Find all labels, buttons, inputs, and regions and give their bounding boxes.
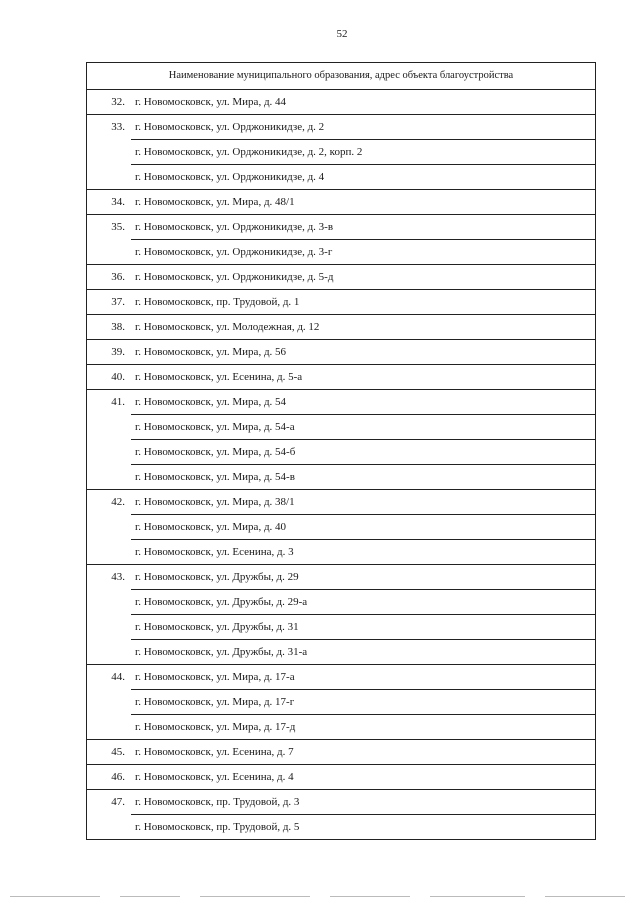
table-body bbox=[87, 90, 596, 840]
address-cell: г. Новомосковск, ул. Орджоникидзе, д. 3-г bbox=[131, 240, 596, 265]
row-number: 47. bbox=[87, 790, 132, 815]
address-cell: г. Новомосковск, ул. Дружбы, д. 31-а bbox=[131, 640, 596, 665]
table-row bbox=[87, 490, 596, 515]
table-row bbox=[87, 390, 596, 415]
table-row bbox=[87, 815, 596, 840]
address-cell: г. Новомосковск, ул. Мира, д. 54-б bbox=[131, 440, 596, 465]
address-cell: г. Новомосковск, ул. Мира, д. 44 bbox=[131, 90, 596, 115]
address-cell: г. Новомосковск, ул. Дружбы, д. 31 bbox=[131, 615, 596, 640]
table-header: Наименование муниципального образования, адрес объекта благоустройства bbox=[87, 63, 596, 90]
address-cell: г. Новомосковск, ул. Есенина, д. 4 bbox=[131, 765, 596, 790]
address-cell: г. Новомосковск, ул. Есенина, д. 3 bbox=[131, 540, 596, 565]
table-row bbox=[87, 465, 596, 490]
row-number: 39. bbox=[87, 340, 132, 365]
row-number: 37. bbox=[87, 290, 132, 315]
page-number: 52 bbox=[336, 28, 348, 40]
address-cell: г. Новомосковск, ул. Мира, д. 56 bbox=[131, 340, 596, 365]
table-row bbox=[87, 215, 596, 240]
table-row bbox=[87, 115, 596, 140]
table-row bbox=[87, 640, 596, 665]
row-number: 42. bbox=[87, 490, 132, 515]
table-row bbox=[87, 240, 596, 265]
address-cell: г. Новомосковск, ул. Орджоникидзе, д. 2, корп. 2 bbox=[131, 140, 596, 165]
row-number bbox=[87, 715, 132, 740]
address-cell: г. Новомосковск, ул. Мира, д. 17-д bbox=[131, 715, 596, 740]
table-row bbox=[87, 615, 596, 640]
table-row bbox=[87, 740, 596, 765]
row-number: 33. bbox=[87, 115, 132, 140]
address-cell: г. Новомосковск, ул. Мира, д. 54-в bbox=[131, 465, 596, 490]
table-row bbox=[87, 315, 596, 340]
table-row bbox=[87, 265, 596, 290]
address-table bbox=[86, 62, 596, 840]
table-row bbox=[87, 340, 596, 365]
row-number bbox=[87, 640, 132, 665]
table-row bbox=[87, 715, 596, 740]
address-cell: г. Новомосковск, ул. Орджоникидзе, д. 2 bbox=[131, 115, 596, 140]
row-number bbox=[87, 415, 132, 440]
address-cell: г. Новомосковск, ул. Мира, д. 40 bbox=[131, 515, 596, 540]
address-cell: г. Новомосковск, ул. Есенина, д. 7 bbox=[131, 740, 596, 765]
table-row bbox=[87, 765, 596, 790]
table-row bbox=[87, 90, 596, 115]
row-number bbox=[87, 440, 132, 465]
table-row bbox=[87, 515, 596, 540]
row-number: 44. bbox=[87, 665, 132, 690]
table-row bbox=[87, 540, 596, 565]
row-number bbox=[87, 815, 132, 840]
table-row bbox=[87, 440, 596, 465]
table-row bbox=[87, 365, 596, 390]
row-number bbox=[87, 165, 132, 190]
row-number: 32. bbox=[87, 90, 132, 115]
address-cell: г. Новомосковск, ул. Орджоникидзе, д. 3-в bbox=[131, 215, 596, 240]
address-cell: г. Новомосковск, ул. Молодежная, д. 12 bbox=[131, 315, 596, 340]
row-number bbox=[87, 240, 132, 265]
row-number: 43. bbox=[87, 565, 132, 590]
row-number bbox=[87, 690, 132, 715]
address-cell: г. Новомосковск, ул. Орджоникидзе, д. 4 bbox=[131, 165, 596, 190]
table-row bbox=[87, 665, 596, 690]
row-number: 36. bbox=[87, 265, 132, 290]
address-cell: г. Новомосковск, ул. Мира, д. 54-а bbox=[131, 415, 596, 440]
address-cell: г. Новомосковск, ул. Дружбы, д. 29 bbox=[131, 565, 596, 590]
address-cell: г. Новомосковск, ул. Мира, д. 38/1 bbox=[131, 490, 596, 515]
address-cell: г. Новомосковск, ул. Мира, д. 54 bbox=[131, 390, 596, 415]
address-cell: г. Новомосковск, ул. Мира, д. 48/1 bbox=[131, 190, 596, 215]
row-number bbox=[87, 590, 132, 615]
table-row bbox=[87, 165, 596, 190]
table-row bbox=[87, 140, 596, 165]
address-cell: г. Новомосковск, ул. Мира, д. 17-а bbox=[131, 665, 596, 690]
table-row bbox=[87, 690, 596, 715]
row-number bbox=[87, 540, 132, 565]
address-cell: г. Новомосковск, ул. Дружбы, д. 29-а bbox=[131, 590, 596, 615]
address-cell: г. Новомосковск, ул. Мира, д. 17-г bbox=[131, 690, 596, 715]
row-number bbox=[87, 140, 132, 165]
table-row bbox=[87, 590, 596, 615]
address-cell: г. Новомосковск, пр. Трудовой, д. 3 bbox=[131, 790, 596, 815]
row-number: 35. bbox=[87, 215, 132, 240]
table-row bbox=[87, 565, 596, 590]
address-cell: г. Новомосковск, ул. Орджоникидзе, д. 5-д bbox=[131, 265, 596, 290]
row-number bbox=[87, 465, 132, 490]
table-row bbox=[87, 190, 596, 215]
scan-artifact-line bbox=[0, 896, 640, 899]
row-number: 45. bbox=[87, 740, 132, 765]
address-cell: г. Новомосковск, ул. Есенина, д. 5-а bbox=[131, 365, 596, 390]
row-number: 38. bbox=[87, 315, 132, 340]
address-cell: г. Новомосковск, пр. Трудовой, д. 1 bbox=[131, 290, 596, 315]
table-header-row bbox=[87, 63, 596, 90]
row-number bbox=[87, 615, 132, 640]
row-number: 41. bbox=[87, 390, 132, 415]
table-row bbox=[87, 290, 596, 315]
table-row bbox=[87, 415, 596, 440]
row-number bbox=[87, 515, 132, 540]
table-row bbox=[87, 790, 596, 815]
row-number: 34. bbox=[87, 190, 132, 215]
row-number: 46. bbox=[87, 765, 132, 790]
row-number: 40. bbox=[87, 365, 132, 390]
address-cell: г. Новомосковск, пр. Трудовой, д. 5 bbox=[131, 815, 596, 840]
